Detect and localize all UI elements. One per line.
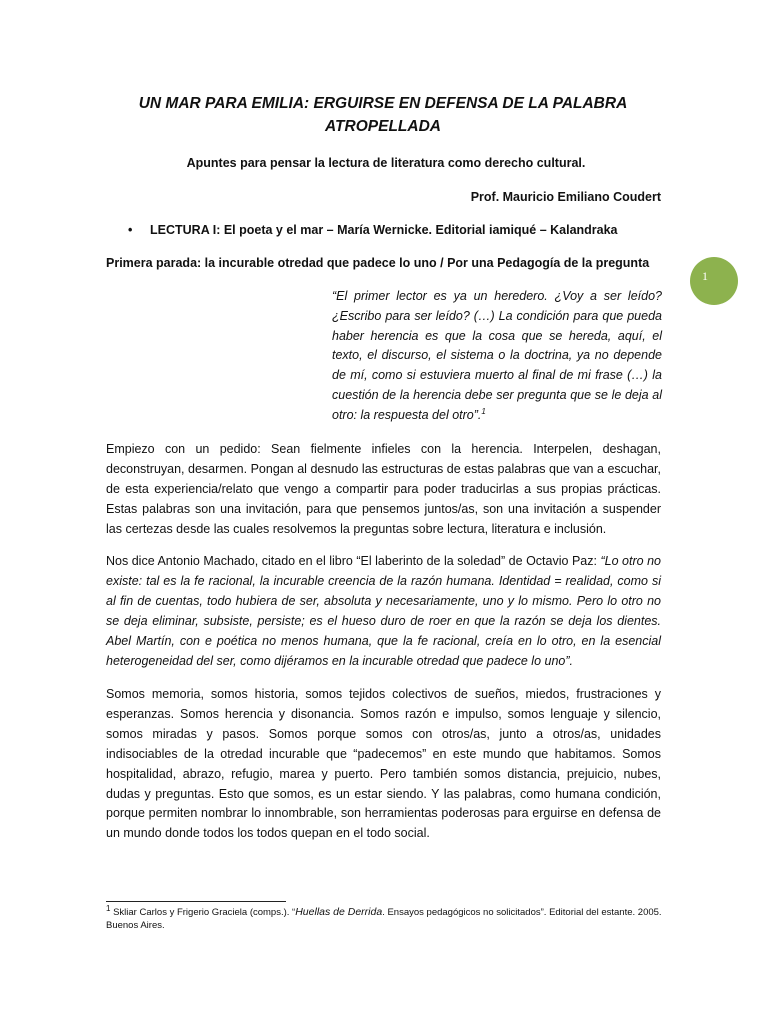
section-heading: Primera parada: la incurable otredad que padece lo uno / Por una Pedagogía de la pregunta <box>106 256 650 270</box>
reading-bullet-text: LECTURA I: El poeta y el mar – María Wernicke. Editorial iamiqué – Kalandraka <box>150 223 618 237</box>
document-subtitle: Apuntes para pensar la lectura de literatura como derecho cultural. <box>186 156 586 170</box>
bullet-icon: • <box>128 223 133 237</box>
paragraph-2-intro: Nos dice Antonio Machado, citado en el libro “El laberinto de la soledad” de Octavio Paz: <box>106 554 601 568</box>
footnote-number: 1 <box>106 903 111 913</box>
footnote-reference: 1 <box>481 406 486 416</box>
footnote-text-post: . Ensayos pedagógicos no solicitados”. Editorial del estante. 2005. Buenos Aires. <box>106 907 662 931</box>
page-number: 1 <box>702 269 708 283</box>
epigraph-text: “El primer lector es ya un heredero. ¿Voy a ser leído? ¿Escribo para ser leído? (…) La condición para que pueda haber herencia es que la cosa que se hereda, aquí, el texto, el discurso, el sistema o la doctrina, ya no depende de mí, como si estuviera muerto al final de mi frase (…) la cuestión de la herencia debe ser pregunta que se le deja al otro: la respuesta del otro”. <box>332 289 662 422</box>
footnote-book-title: Huellas de Derrida <box>295 906 383 918</box>
machado-quote: “Lo otro no existe: tal es la fe racional, la incurable creencia de la razón humana. Identidad = realidad, como si al fin de cuentas, todo hubiera de ser, absoluta y necesariamente, uno y lo mismo. Pero lo otro no se deja eliminar, subsiste, persiste; es el hueso duro de roer en que la razón se deja los dientes. Abel Martín, con e poética no menos humana, que la fe racional, creía en lo otro, en la esencial heterogeneidad del ser, como dijéramos en la incurable otredad que padece lo uno”. <box>106 554 661 668</box>
epigraph-quote <box>332 287 662 426</box>
author-line: Prof. Mauricio Emiliano Coudert <box>470 190 661 204</box>
footnote-divider <box>106 901 286 902</box>
page-number-badge <box>690 257 738 305</box>
reading-bullet <box>128 220 618 240</box>
paragraph-3: Somos memoria, somos historia, somos tejidos colectivos de sueños, miedos, frustraciones y esperanzas. Somos herencia y disonancia. Somos razón e impulso, somos lenguaje y silencio, somos miradas y pasos. Somos porque somos con otros/as, junto a otros/as, unidades indisociables de la otredad incurable que “padecemos” en este mundo que habitamos. Somos hospitalidad, abrazo, refugio, marea y puerto. Pero también somos distancia, prejuicio, nubes, dudas y preguntas. Esto que somos, es un estar siendo. Y las palabras, como humana condición, porque permiten nombrar lo innombrable, son herramientas poderosas para erguirse en defensa de un mundo donde todos los todos quepan en el todo social. <box>106 687 661 841</box>
paragraph-2 <box>106 552 661 671</box>
paragraph-1: Empiezo con un pedido: Sean fielmente infieles con la herencia. Interpelen, deshagan, deconstruyan, desarmen. Pongan al desnudo las estructuras de estas palabras que van a escuchar, de esta experiencia/relato que vengo a compartir para poder traducirlas a sus propias prácticas. Estas palabras son una invitación, para que pensemos juntos/as, son una invitación a suspender las certezas desde las cuales resolvemos la preguntas sobre lectura, literatura e inclusión. <box>106 442 661 536</box>
footnote-text-pre: Skliar Carlos y Frigerio Graciela (comps.). “ <box>110 907 296 918</box>
footnote <box>106 903 666 932</box>
document-title: UN MAR PARA EMILIA: ERGUIRSE EN DEFENSA DE LA PALABRA ATROPELLADA <box>138 95 628 135</box>
